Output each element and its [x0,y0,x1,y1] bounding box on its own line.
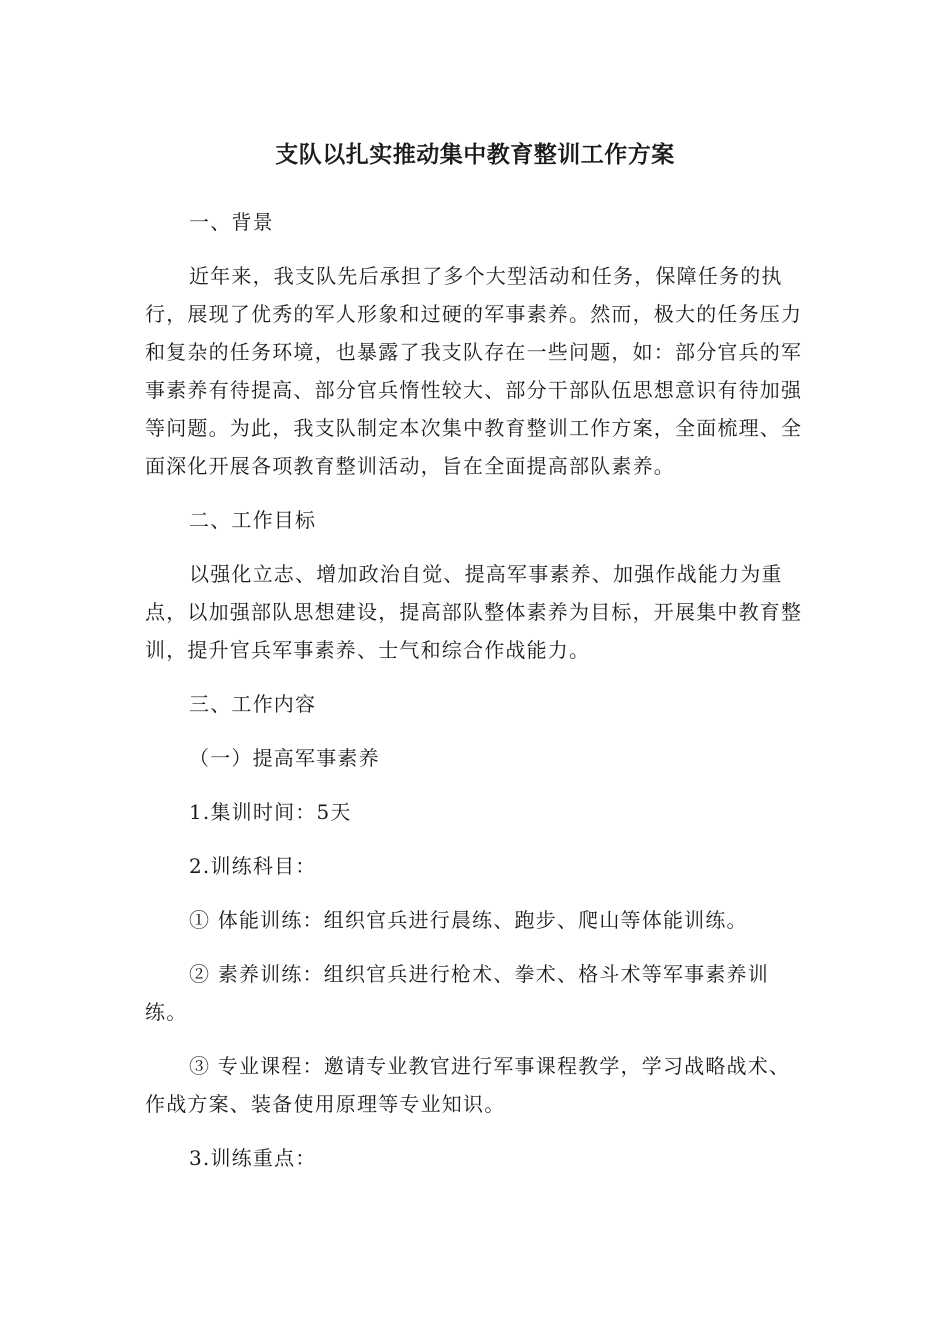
document-body [145,203,805,1193]
list-item-physical-training: ① 体能训练：组织官兵进行晨练、跑步、爬山等体能训练。 [189,908,748,932]
list-item-training-time: 1.集训时间：5天 [189,800,352,824]
list-item-quality-training: ② 素养训练：组织官兵进行枪术、拳术、格斗术等军事素养训练。 [145,962,769,1024]
paragraph-background: 近年来，我支队先后承担了多个大型活动和任务，保障任务的执行，展现了优秀的军人形象和过硬的军事素养。然而，极大的任务压力和复杂的任务环境，也暴露了我支队存在一些问题，如：部分官兵的军事素养有待提高、部分官兵惰性较大、部分干部队伍思想意识有待加强等问题。为此，我支队制定本次集中教育整训工作方案，全面梳理、全面深化开展各项教育整训活动，旨在全面提高部队素养。 [145,264,803,478]
list-item-professional-courses: ③ 专业课程：邀请专业教官进行军事课程教学，学习战略战术、作战方案、装备使用原理等专业知识。 [145,1054,791,1116]
list-item-training-focus: 3.训练重点： [189,1146,317,1170]
document-title: 支队以扎实推动集中教育整训工作方案 [275,142,675,168]
section-heading-content: 三、工作内容 [189,692,317,716]
section-heading-goals: 二、工作目标 [189,508,317,532]
subsection-heading-military: （一）提高军事素养 [189,746,380,770]
paragraph-goals: 以强化立志、增加政治自觉、提高军事素养、加强作战能力为重点，以加强部队思想建设，提高部队整体素养为目标，开展集中教育整训，提升官兵军事素养、士气和综合作战能力。 [145,562,803,662]
list-item-training-subjects: 2.训练科目： [189,854,317,878]
section-heading-background: 一、背景 [189,210,274,234]
